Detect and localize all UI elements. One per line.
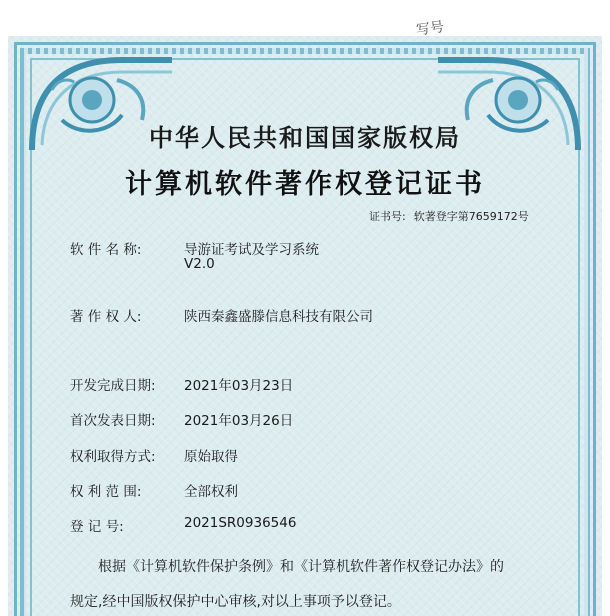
acquisition-method-value: 原始取得: [184, 449, 238, 465]
rights-scope-value: 全部权利: [184, 484, 238, 500]
copyright-owner-value: 陕西秦鑫盛滕信息科技有限公司: [184, 309, 373, 325]
registration-number-value: 2021SR0936546: [184, 515, 297, 531]
certificate-title: 计算机软件著作权登记证书: [125, 169, 485, 200]
copyright-owner-label: 著 作 权 人:: [70, 309, 142, 325]
completion-date-value: 2021年03月23日: [184, 378, 294, 394]
rights-scope-label: 权 利 范 围:: [70, 484, 142, 500]
software-name-value: 导游证考试及学习系统: [184, 242, 319, 258]
software-name-label: 软 件 名 称:: [70, 242, 142, 258]
handwritten-note: 写号: [415, 19, 446, 39]
certificate-number-value: 软著登字第7659172号: [413, 210, 529, 223]
first-publish-date-label: 首次发表日期:: [70, 413, 156, 429]
authority-title: 中华人民共和国国家版权局: [149, 124, 461, 152]
registration-number-label: 登 记 号:: [70, 519, 124, 535]
software-version-value: V2.0: [184, 256, 215, 272]
certificate-number: [369, 208, 529, 224]
certificate-number-label: 证书号:: [369, 210, 406, 223]
completion-date-label: 开发完成日期:: [70, 378, 156, 394]
legal-paragraph-line-1: 根据《计算机软件保护条例》和《计算机软件著作权登记办法》的: [98, 559, 504, 575]
first-publish-date-value: 2021年03月26日: [184, 413, 294, 429]
legal-paragraph-line-2: 规定,经中国版权保护中心审核,对以上事项予以登记。: [70, 594, 401, 610]
acquisition-method-label: 权利取得方式:: [70, 449, 156, 465]
